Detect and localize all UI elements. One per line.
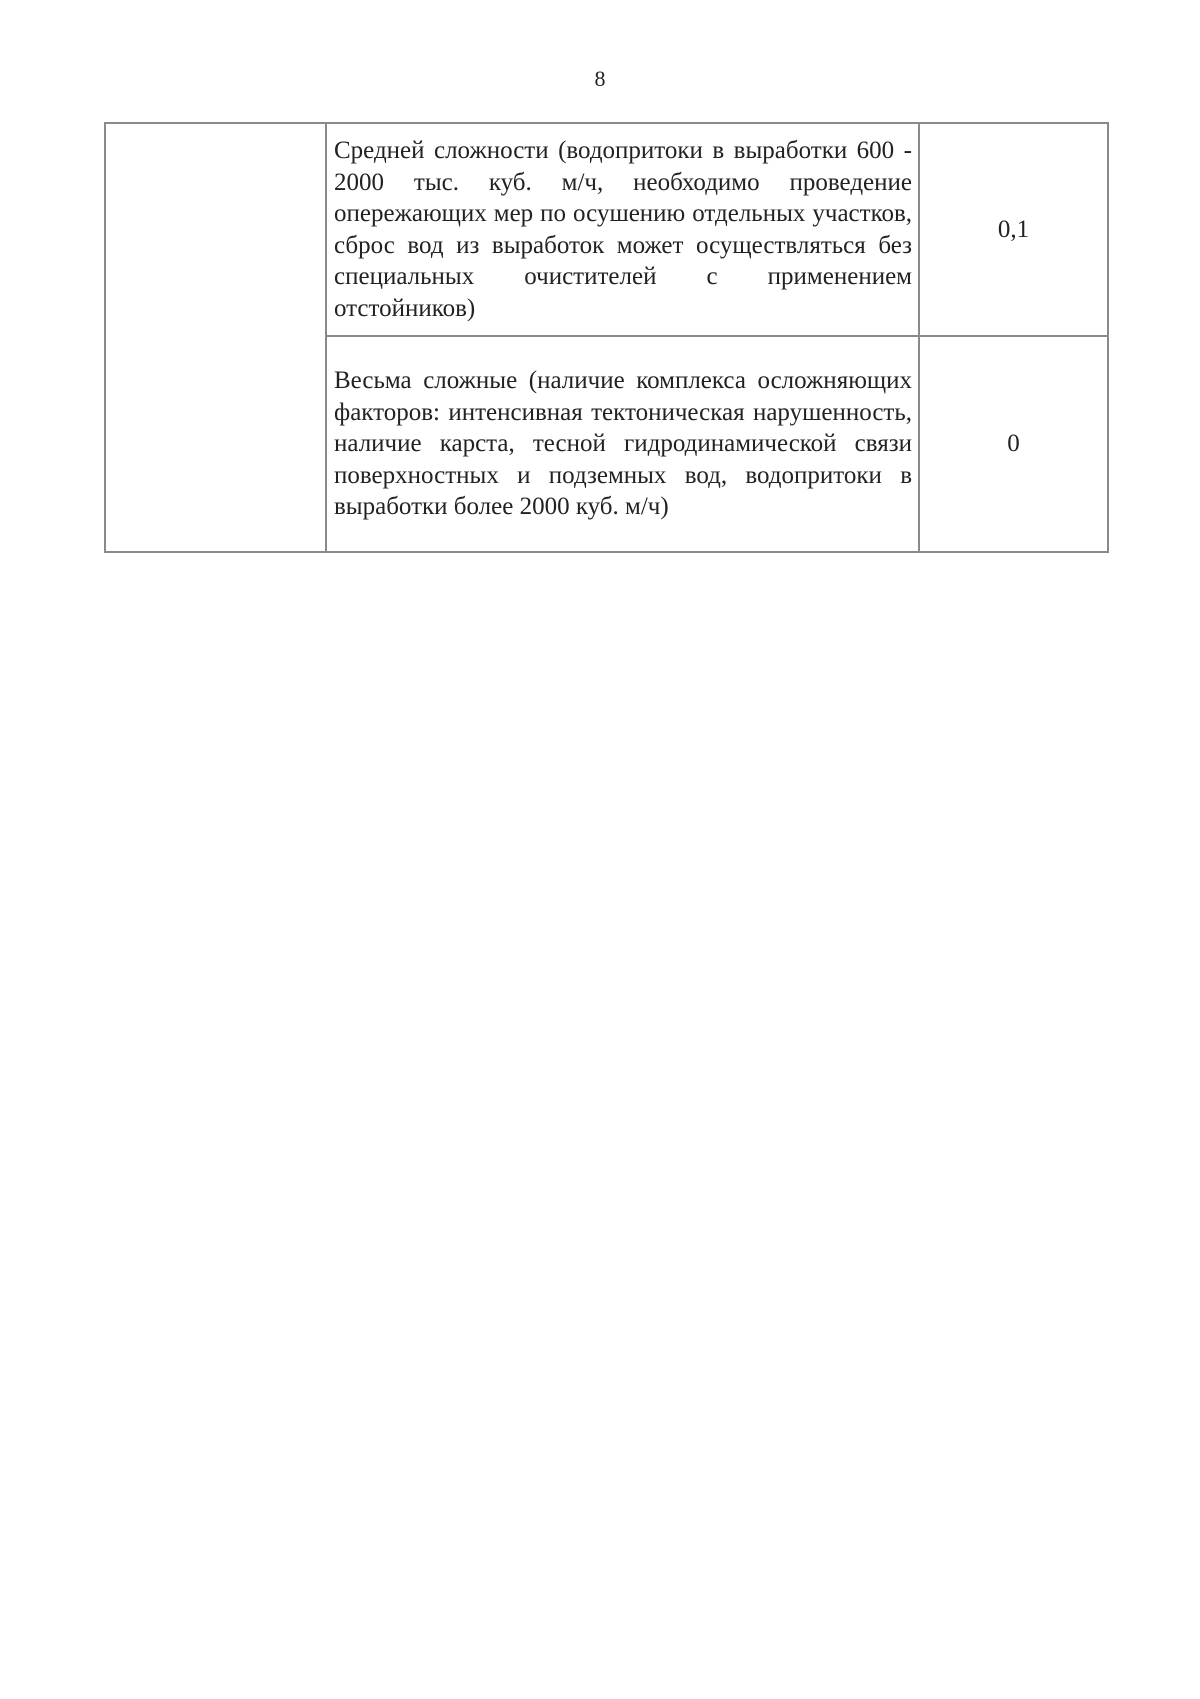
criteria-table	[104, 122, 1109, 553]
table-row	[105, 123, 1108, 336]
category-cell	[105, 123, 326, 552]
description-cell: Средней сложности (водопритоки в выработки 600 - 2000 тыс. куб. м/ч, необходимо проведение опережающих мер по осушению отдельных участков, сброс вод из выработок может осуществляться без специальных очистителей с применением отстойников)	[326, 123, 919, 336]
page-number: 8	[594, 66, 606, 91]
description-cell: Весьма сложные (наличие комплекса осложняющих факторов: интенсивная тектоническая нарушенность, наличие карста, тесной гидродинамической связи поверхностных и подземных вод, водопритоки в выработки более 2000 куб. м/ч)	[326, 336, 919, 552]
coefficient-cell: 0	[919, 336, 1108, 552]
coefficient-cell: 0,1	[919, 123, 1108, 336]
